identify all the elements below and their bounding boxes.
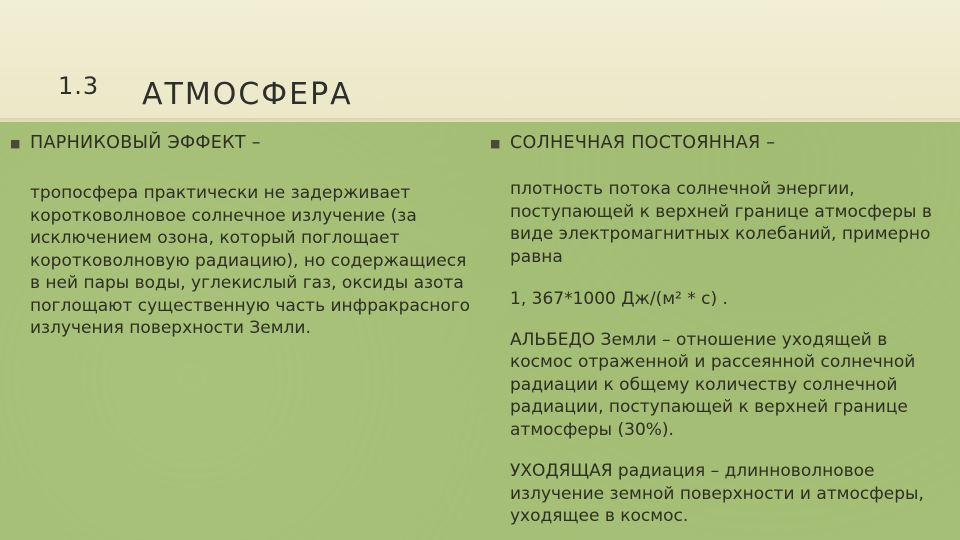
square-bullet-icon: ■: [490, 137, 501, 150]
left-column: [10, 128, 475, 340]
solar-constant-definition: плотность потока солнечной энергии, поступающей к верхней границе атмосферы в виде электромагнитных колебаний, примерно равна: [510, 179, 932, 267]
greenhouse-heading: ПАРНИКОВЫЙ ЭФФЕКТ –: [30, 133, 261, 153]
greenhouse-description: тропосфера практически не задерживает коротковолновое солнечное излучение (за исключением озона, который поглощает коротковолновую радиацию), но содержащиеся в ней пары воды, углекислый газ, оксиды азота поглощают существенную часть инфракрасного излучения поверхности Земли.: [30, 183, 471, 338]
bullet-item-greenhouse: [10, 132, 475, 156]
outgoing-radiation-description: УХОДЯЩАЯ радиация – длинноволновое излучение земной поверхности и атмосферы, уходящее в космос.: [510, 461, 924, 526]
albedo-description: АЛЬБЕДО Земли – отношение уходящей в космос отраженной и рассеянной солнечной радиации к общему количеству солнечной радиации, поступающей к верхней границе атмосферы (30%).: [510, 329, 916, 440]
header-divider: [0, 118, 960, 124]
bullet-item-solar-constant: [490, 132, 952, 156]
solar-constant-heading: СОЛНЕЧНАЯ ПОСТОЯННАЯ –: [510, 133, 776, 153]
right-column: [490, 128, 952, 528]
section-number: 1.3: [58, 72, 100, 100]
solar-constant-value: 1, 367*1000 Дж/(м² * с) .: [510, 289, 728, 309]
page-title: АТМОСФЕРА: [142, 77, 353, 112]
square-bullet-icon: ■: [10, 137, 21, 150]
